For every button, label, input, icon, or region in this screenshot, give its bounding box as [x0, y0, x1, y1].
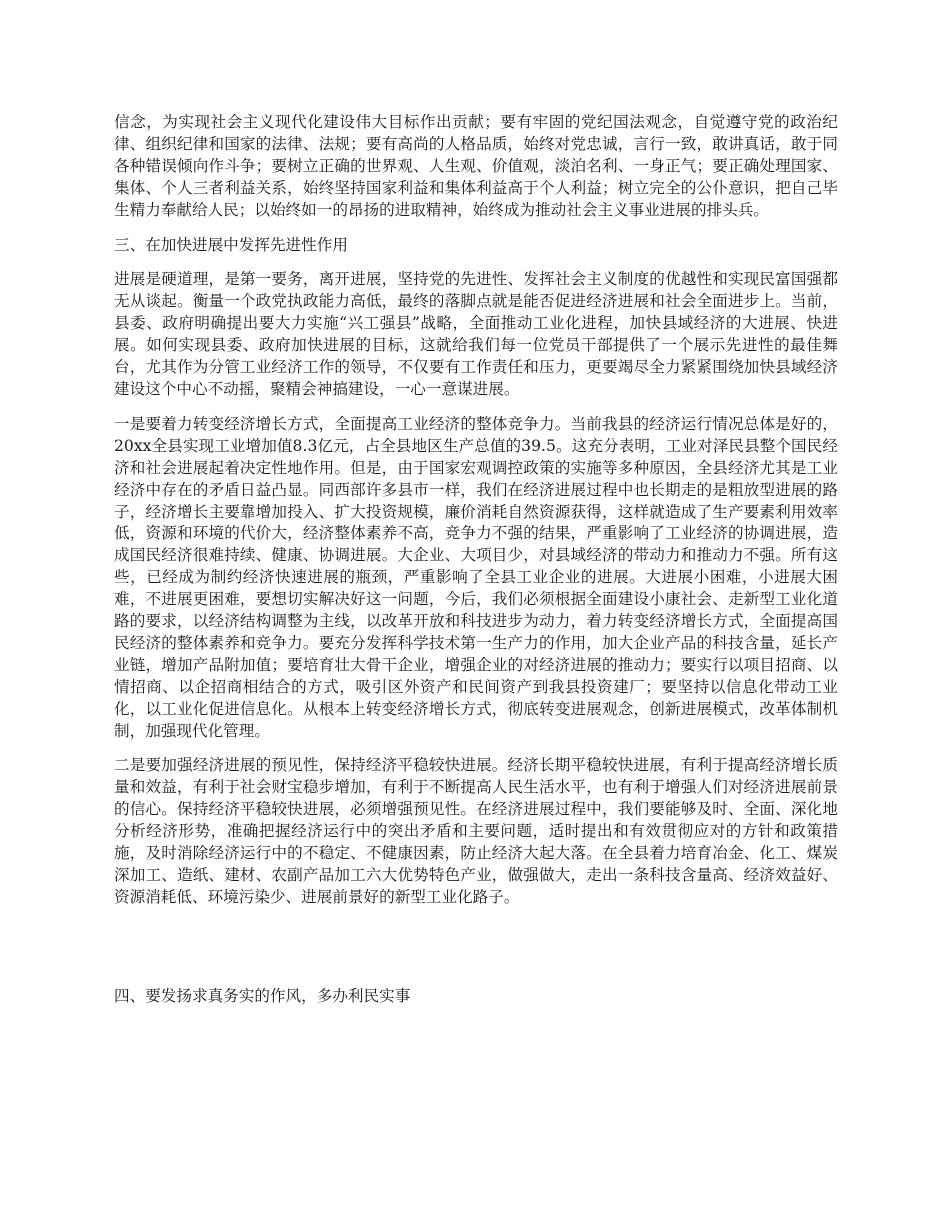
- paragraph-point-two: 二是要加强经济进展的预见性，保持经济平稳较快进展。经济长期平稳较快进展，有利于提高经济增长质量和效益，有利于社会财宝稳步增加，有利于不断提高人民生活水平，也有利于增强人们对经济进展前景的信心。保持经济平稳较快进展，必须增强预见性。在经济进展过程中，我们要能够及时、全面、深化地分析经济形势，准确把握经济运行中的突出矛盾和主要问题，适时提出和有效贯彻应对的方针和政策措施，及时消除经济运行中的不稳定、不健康因素，防止经济大起大落。在全县着力培育冶金、化工、煤炭深加工、造纸、建材、农副产品加工六大优势特色产业，做强做大，走出一条科技含量高、经济效益好、资源消耗低、环境污染少、进展前景好的新型工业化路子。: [114, 756, 838, 906]
- section-heading-3: 三、在加快进展中发挥先进性作用: [114, 235, 348, 254]
- paragraph-development: 进展是硬道理，是第一要务，离开进展，坚持党的先进性、发挥社会主义制度的优越性和实现民富国强都无从谈起。衡量一个政党执政能力高低，最终的落脚点就是能否促进经济进展和社会全面进步上。当前，县委、政府明确提出要大力实施“兴工强县”战略，全面推动工业化进程，加快县域经济的大进展、快进展。如何实现县委、政府加快进展的目标，这就给我们每一位党员干部提供了一个展示先进性的最佳舞台，尤其作为分管工业经济工作的领导，不仅要有工作责任和压力，更要竭尽全力紧紧围绕加快县域经济建设这个中心不动摇，聚精会神搞建设，一心一意谋进展。: [114, 270, 838, 398]
- document-body: [114, 112, 838, 1021]
- paragraph-point-one: 一是要着力转变经济增长方式，全面提高工业经济的整体竞争力。当前我县的经济运行情况总体是好的，20xx全县实现工业增加值8.3亿元，占全县地区生产总值的39.5。这充分表明，工业对泽民县整个国民经济和社会进展起着决定性地作用。但是，由于国家宏观调控政策的实施等多种原因，全县经济尤其是工业经济中存在的矛盾日益凸显。同西部许多县市一样，我们在经济进展过程中也长期走的是粗放型进展的路子，经济增长主要靠增加投入、扩大投资规模，廉价消耗自然资源获得，这样就造成了生产要素利用效率低，资源和环境的代价大，经济整体素养不高，竞争力不强的结果，严重影响了工业经济的协调进展，造成国民经济很难持续、健康、协调进展。大企业、大项目少，对县域经济的带动力和推动力不强。所有这些，已经成为制约经济快速进展的瓶颈，严重影响了全县工业企业的进展。大进展小困难，小进展大困难，不进展更困难，要想切实解决好这一问题，今后，我们必须根据全面建设小康社会、走新型工业化道路的要求，以经济结构调整为主线，以改革开放和科技进步为动力，着力转变经济增长方式，全面提高国民经济的整体素养和竞争力。要充分发挥科学技术第一生产力的作用，加大企业产品的科技含量，延长产业链，增加产品附加值；要培育壮大骨干企业，增强企业的对经济进展的推动力；要实行以项目招商、以情招商、以企招商相结合的方式，吸引区外资产和民间资产到我县投资建厂；要坚持以信息化带动工业化，以工业化促进信息化。从根本上转变经济增长方式，彻底转变进展观念，创新进展模式，改革体制机制，加强现代化管理。: [114, 414, 838, 740]
- section-heading-4: 四、要发扬求真务实的作风，多办利民实事: [114, 986, 411, 1005]
- paragraph-intro: 信念，为实现社会主义现代化建设伟大目标作出贡献；要有牢固的党纪国法观念，自觉遵守党的政治纪律、组织纪律和国家的法律、法规；要有高尚的人格品质，始终对党忠诚，言行一致，敢讲真话，敢于同各种错误倾向作斗争；要树立正确的世界观、人生观、价值观，淡泊名利、一身正气；要正确处理国家、集体、个人三者利益关系，始终坚持国家利益和集体利益高于个人利益；树立完全的公仆意识，把自己毕生精力奉献给人民；以始终如一的昂扬的进取精神，始终成为推动社会主义事业进展的排头兵。: [114, 113, 838, 219]
- section-spacer: [114, 922, 838, 986]
